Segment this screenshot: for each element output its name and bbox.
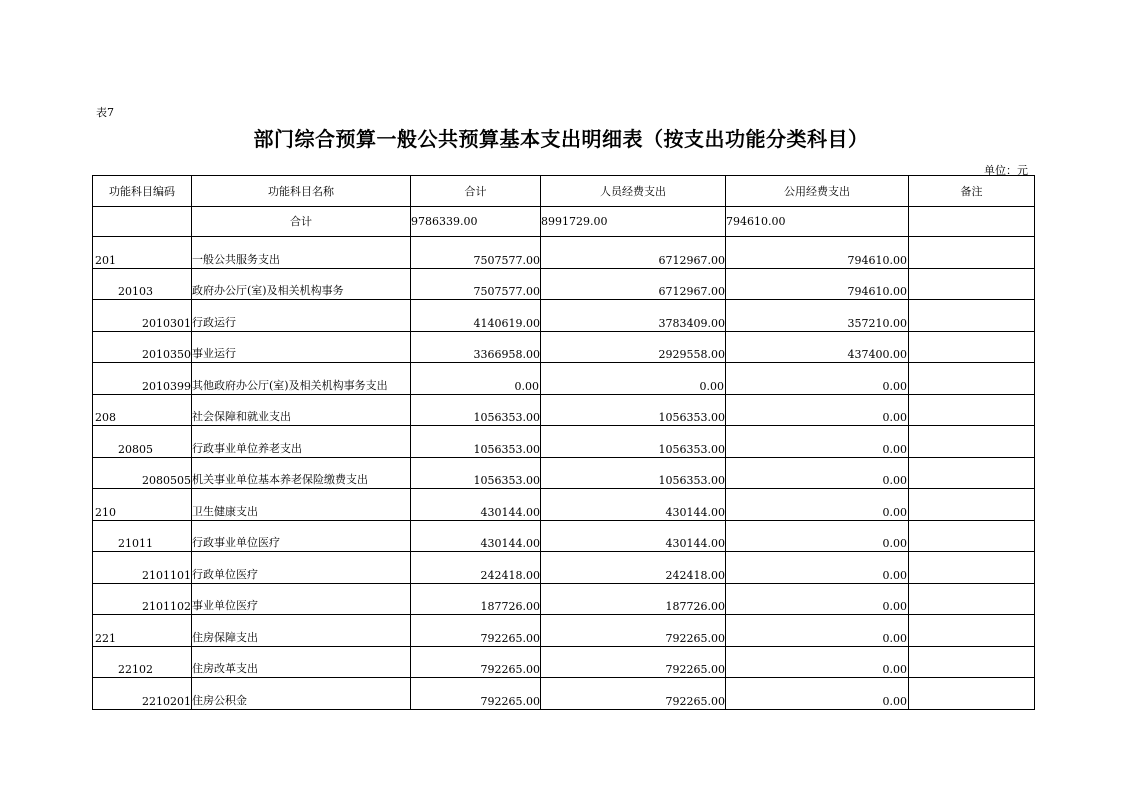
personnel-cell: 6712967.00	[541, 268, 726, 300]
note-cell	[909, 268, 1035, 300]
personnel-cell: 792265.00	[541, 615, 726, 647]
public-cell: 0.00	[726, 489, 909, 521]
personnel-cell: 6712967.00	[541, 237, 726, 269]
personnel-cell: 187726.00	[541, 583, 726, 615]
function-code-cell: 2080505	[93, 457, 192, 489]
total-personnel-cell: 8991729.00	[541, 206, 726, 237]
table-row	[93, 300, 1035, 332]
note-cell	[909, 426, 1035, 458]
document-title: 部门综合预算一般公共预算基本支出明细表（按支出功能分类科目）	[253, 127, 869, 151]
function-name-cell: 社会保障和就业支出	[192, 394, 411, 426]
table-row	[93, 268, 1035, 300]
total-cell: 430144.00	[411, 520, 541, 552]
personnel-cell: 1056353.00	[541, 394, 726, 426]
function-code-cell: 20103	[93, 268, 192, 300]
total-cell: 7507577.00	[411, 237, 541, 269]
function-code-cell: 208	[93, 394, 192, 426]
header-note: 备注	[909, 176, 1035, 207]
public-cell: 0.00	[726, 520, 909, 552]
total-name-cell: 合计	[192, 206, 411, 237]
total-cell: 792265.00	[411, 678, 541, 710]
function-code-cell: 20805	[93, 426, 192, 458]
note-cell	[909, 363, 1035, 395]
function-code-cell: 210	[93, 489, 192, 521]
table-row	[93, 426, 1035, 458]
function-code-cell: 2010350	[93, 331, 192, 363]
function-name-cell: 政府办公厅(室)及相关机构事务	[192, 268, 411, 300]
function-name-cell: 住房公积金	[192, 678, 411, 710]
note-cell	[909, 237, 1035, 269]
table-number-label: 表7	[96, 106, 114, 119]
personnel-cell: 1056353.00	[541, 426, 726, 458]
note-cell	[909, 300, 1035, 332]
personnel-cell: 2929558.00	[541, 331, 726, 363]
total-cell: 430144.00	[411, 489, 541, 521]
personnel-cell: 792265.00	[541, 646, 726, 678]
note-cell	[909, 331, 1035, 363]
table-row	[93, 394, 1035, 426]
public-cell: 357210.00	[726, 300, 909, 332]
table-row	[93, 678, 1035, 710]
function-name-cell: 事业运行	[192, 331, 411, 363]
table-row	[93, 363, 1035, 395]
total-cell: 792265.00	[411, 615, 541, 647]
table-row	[93, 520, 1035, 552]
personnel-cell: 1056353.00	[541, 457, 726, 489]
function-code-cell: 2010399	[93, 363, 192, 395]
function-name-cell: 住房保障支出	[192, 615, 411, 647]
total-cell: 792265.00	[411, 646, 541, 678]
header-personnel-expenditure: 人员经费支出	[541, 176, 726, 207]
note-cell	[909, 583, 1035, 615]
function-name-cell: 一般公共服务支出	[192, 237, 411, 269]
public-cell: 0.00	[726, 583, 909, 615]
public-cell: 794610.00	[726, 237, 909, 269]
total-cell: 1056353.00	[411, 457, 541, 489]
table-row	[93, 489, 1035, 521]
total-cell: 1056353.00	[411, 426, 541, 458]
public-cell: 0.00	[726, 394, 909, 426]
function-name-cell: 事业单位医疗	[192, 583, 411, 615]
header-total: 合计	[411, 176, 541, 207]
public-cell: 0.00	[726, 457, 909, 489]
total-cell: 3366958.00	[411, 331, 541, 363]
function-name-cell: 机关事业单位基本养老保险缴费支出	[192, 457, 411, 489]
function-code-cell: 21011	[93, 520, 192, 552]
total-cell: 7507577.00	[411, 268, 541, 300]
header-function-code: 功能科目编码	[93, 176, 192, 207]
function-code-cell: 22102	[93, 646, 192, 678]
public-cell: 437400.00	[726, 331, 909, 363]
public-cell: 794610.00	[726, 268, 909, 300]
table-row	[93, 615, 1035, 647]
header-public-expenditure: 公用经费支出	[726, 176, 909, 207]
public-cell: 0.00	[726, 426, 909, 458]
total-public-cell: 794610.00	[726, 206, 909, 237]
note-cell	[909, 457, 1035, 489]
note-cell	[909, 394, 1035, 426]
function-name-cell: 其他政府办公厅(室)及相关机构事务支出	[192, 363, 411, 395]
function-name-cell: 行政事业单位养老支出	[192, 426, 411, 458]
personnel-cell: 242418.00	[541, 552, 726, 584]
table-row	[93, 457, 1035, 489]
total-note-cell	[909, 206, 1035, 237]
personnel-cell: 0.00	[541, 363, 726, 395]
budget-table	[92, 175, 1035, 710]
total-cell: 4140619.00	[411, 300, 541, 332]
total-code-cell	[93, 206, 192, 237]
function-name-cell: 住房改革支出	[192, 646, 411, 678]
public-cell: 0.00	[726, 552, 909, 584]
total-row	[93, 206, 1035, 237]
table-header-row	[93, 176, 1035, 207]
note-cell	[909, 646, 1035, 678]
table-row	[93, 646, 1035, 678]
function-code-cell: 2101101	[93, 552, 192, 584]
total-cell: 187726.00	[411, 583, 541, 615]
public-cell: 0.00	[726, 646, 909, 678]
table-row	[93, 552, 1035, 584]
personnel-cell: 3783409.00	[541, 300, 726, 332]
total-sum-cell: 9786339.00	[411, 206, 541, 237]
note-cell	[909, 678, 1035, 710]
personnel-cell: 430144.00	[541, 489, 726, 521]
public-cell: 0.00	[726, 615, 909, 647]
total-cell: 1056353.00	[411, 394, 541, 426]
table-row	[93, 331, 1035, 363]
personnel-cell: 430144.00	[541, 520, 726, 552]
function-name-cell: 行政运行	[192, 300, 411, 332]
function-name-cell: 行政单位医疗	[192, 552, 411, 584]
note-cell	[909, 520, 1035, 552]
public-cell: 0.00	[726, 678, 909, 710]
function-code-cell: 201	[93, 237, 192, 269]
function-name-cell: 行政事业单位医疗	[192, 520, 411, 552]
function-name-cell: 卫生健康支出	[192, 489, 411, 521]
header-function-name: 功能科目名称	[192, 176, 411, 207]
public-cell: 0.00	[726, 363, 909, 395]
total-cell: 0.00	[411, 363, 541, 395]
personnel-cell: 792265.00	[541, 678, 726, 710]
function-code-cell: 2210201	[93, 678, 192, 710]
function-code-cell: 2010301	[93, 300, 192, 332]
total-cell: 242418.00	[411, 552, 541, 584]
note-cell	[909, 489, 1035, 521]
table-row	[93, 583, 1035, 615]
function-code-cell: 2101102	[93, 583, 192, 615]
table-row	[93, 237, 1035, 269]
unit-label: 单位：元	[984, 164, 1028, 177]
note-cell	[909, 615, 1035, 647]
note-cell	[909, 552, 1035, 584]
function-code-cell: 221	[93, 615, 192, 647]
